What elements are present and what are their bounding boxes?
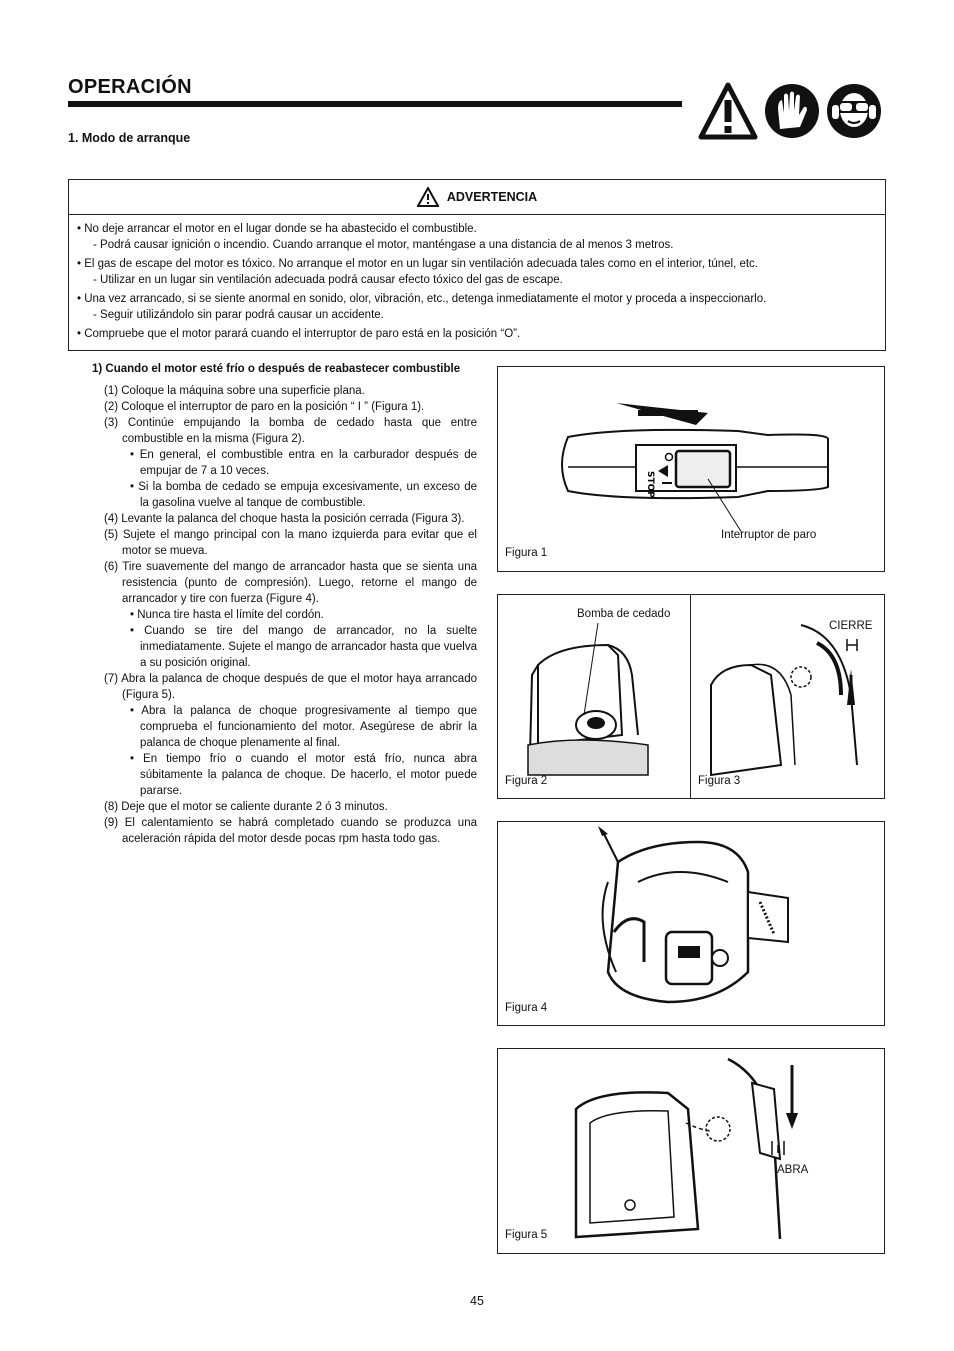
step: (2) Coloque el interruptor de paro en la posición “ I ” (Figura 1). <box>104 401 425 413</box>
choke-open-illustration <box>498 1049 884 1253</box>
warning-box <box>68 179 886 351</box>
figure-2-caption: Figura 2 <box>505 775 548 787</box>
figure-1-caption: Figura 1 <box>505 547 548 559</box>
step: (3) Continúe empujando la bomba de cedado hasta que entre combustible en la misma (Figura 2). <box>104 417 477 445</box>
figure-1 <box>497 366 885 572</box>
page-number: 45 <box>470 1294 484 1308</box>
figure-3-callout: CIERRE <box>829 620 873 632</box>
figure-5-caption: Figura 5 <box>505 1229 548 1241</box>
warning-list <box>69 215 885 342</box>
gloves-icon <box>764 83 820 139</box>
figure-5 <box>497 1048 885 1254</box>
warning-subitem: - Utilizar en un lugar sin ventilación adecuada podrá causar efecto tóxico del gas de escape. <box>93 274 563 286</box>
warning-triangle-icon <box>698 82 758 140</box>
step: (8) Deje que el motor se caliente durante 2 ó 3 minutos. <box>104 801 388 813</box>
figure-4 <box>497 821 885 1026</box>
warning-heading: ADVERTENCIA <box>446 190 538 204</box>
step: (1) Coloque la máquina sobre una superficie plana. <box>104 385 365 397</box>
step-note: • Nunca tire hasta el límite del cordón. <box>130 609 324 621</box>
figure-2-3 <box>497 594 885 799</box>
figure-5-callout: ABRA <box>777 1164 809 1176</box>
step-note: • Si la bomba de cedado se empuja excesivamente, un exceso de la gasolina vuelve al tanque de combustible. <box>130 481 477 509</box>
figure-4-caption: Figura 4 <box>505 1002 548 1014</box>
title-rule <box>68 101 682 107</box>
warning-item: • No deje arrancar el motor en el lugar donde se ha abastecido el combustible. <box>77 223 477 235</box>
instructions-heading: 1) Cuando el motor esté frío o después de reabastecer combustible <box>92 363 461 375</box>
step-note: • En general, el combustible entra en la carburador después de empujar de 7 a 10 veces. <box>130 449 477 477</box>
warning-small-icon <box>417 187 439 207</box>
figure-2-callout: Bomba de cedado <box>577 608 671 620</box>
page-title: OPERACIÓN <box>68 76 192 98</box>
stop-switch-illustration <box>498 367 884 571</box>
step: (6) Tire suavemente del mango de arrancador hasta que se sienta una resistencia (punto de compresión). Luego, retorne el mango de arrancador y tire con fuerza (Figure 4). <box>104 561 477 605</box>
step-note: • En tiempo frío o cuando el motor está frío, nunca abra súbitamente la palanca de choque. De hacerlo, el motor puede pararse. <box>130 753 477 797</box>
warning-item: • Una vez arrancado, si se siente anormal en sonido, olor, vibración, etc., detenga inmediatamente el motor y proceda a inspeccionarlo. <box>77 293 767 305</box>
warning-header <box>69 180 885 215</box>
warning-subitem: - Seguir utilizándolo sin parar podrá causar un accidente. <box>93 309 384 321</box>
stop-label: STOP <box>645 471 655 498</box>
warning-subitem: - Podrá causar ignición o incendio. Cuando arranque el motor, manténgase a una distancia de al menos 3 metros. <box>93 239 674 251</box>
step-note: • Cuando se tire del mango de arrancador, no la suelte inmediatamente. Sujete el mango de arrancador hasta que vuelva a su posición original. <box>130 625 477 669</box>
starter-pull-illustration <box>498 822 884 1025</box>
section-heading: 1. Modo de arranque <box>68 131 191 145</box>
eye-ear-protection-icon <box>826 83 882 139</box>
step: (5) Sujete el mango principal con la mano izquierda para evitar que el motor se mueva. <box>104 529 477 557</box>
primer-bulb-illustration <box>498 595 690 798</box>
warning-item: • Compruebe que el motor parará cuando el interruptor de paro está en la posición “O”. <box>77 328 521 340</box>
step-note: • Abra la palanca de choque progresivamente al tiempo que comprueba el funcionamiento del motor. Asegúrese de abrir la palanca de choque plenamente al final. <box>130 705 477 749</box>
step: (7) Abra la palanca de choque después de que el motor haya arrancado (Figura 5). <box>104 673 477 701</box>
figure-1-callout: Interruptor de paro <box>721 529 817 541</box>
figure-3-caption: Figura 3 <box>698 775 741 787</box>
warning-item: • El gas de escape del motor es tóxico. No arranque el motor en un lugar sin ventilación adecuada tales como en el interior, túnel, etc. <box>77 258 758 270</box>
step: (9) El calentamiento se habrá completado cuando se produzca una aceleración rápida del motor desde pocas rpm hasta todo gas. <box>104 817 477 845</box>
instructions <box>92 361 477 847</box>
step: (4) Levante la palanca del choque hasta la posición cerrada (Figura 3). <box>104 513 465 525</box>
